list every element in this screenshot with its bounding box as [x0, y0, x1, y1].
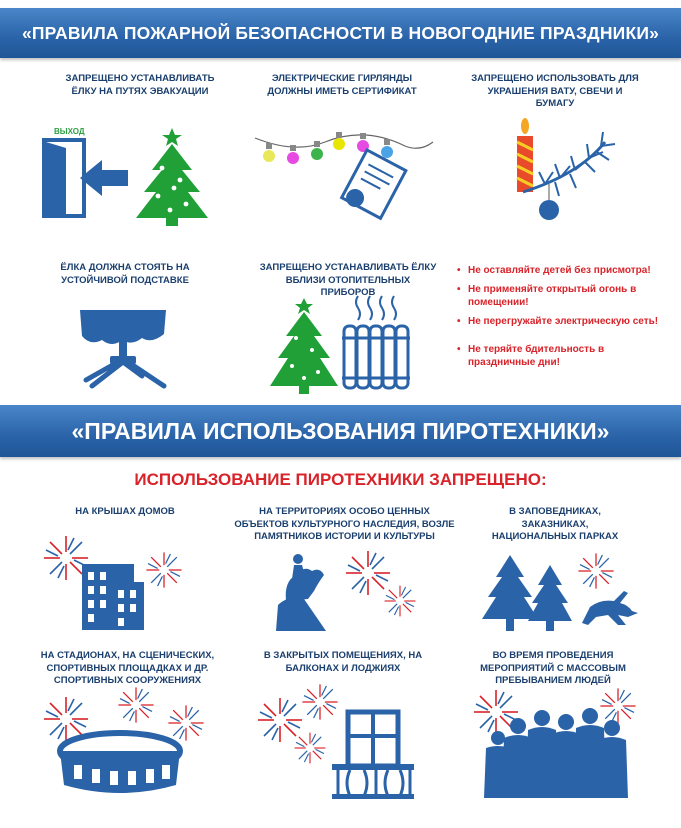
caption-events: ВО ВРЕМЯ ПРОВЕДЕНИЯ МЕРОПРИЯТИЙ С МАССОВЫМ ПРЕБЫВАНИЕМ ЛЮДЕЙ	[480, 650, 626, 686]
stadium-fireworks-icon	[40, 685, 210, 800]
building-fireworks-icon	[40, 520, 200, 635]
tree-radiator-icon	[268, 298, 418, 398]
caption-evac: ЗАПРЕЩЕНО УСТАНАВЛИВАТЬ ЁЛКУ НА ПУТЯХ ЭВАКУАЦИИ	[65, 73, 215, 97]
caption-stand: ЁЛКА ДОЛЖНА СТОЯТЬ НА УСТОЙЧИВОЙ ПОДСТАВКЕ	[60, 262, 190, 286]
bullet-3: • Не перегружайте электрическую сеть!	[457, 316, 659, 327]
caption-roofs: НА КРЫШАХ ДОМОВ	[75, 506, 175, 517]
caption-heritage: НА ТЕРРИТОРИЯХ ОСОБО ЦЕННЫХ ОБЪЕКТОВ КУЛЬТУРНОГО НАСЛЕДИЯ, ВОЗЛЕ ПАМЯТНИКОВ ИСТОРИИ И КУЛЬТУРЫ	[234, 506, 455, 542]
christmas-tree-icon	[132, 128, 212, 228]
caption-indoors: В ЗАКРЫТЫХ ПОМЕЩЕНИЯХ, НА БАЛКОНАХ И ЛОДЖИЯХ	[263, 650, 423, 674]
exit-door-icon	[40, 138, 135, 218]
garland-icon	[255, 118, 435, 228]
caption-reserves: В ЗАПОВЕДНИКАХ, ЗАКАЗНИКАХ, НАЦИОНАЛЬНЫХ ПАРКАХ	[491, 506, 619, 542]
balcony-fireworks-icon	[250, 680, 420, 800]
pyro-subtitle: ИСПОЛЬЗОВАНИЕ ПИРОТЕХНИКИ ЗАПРЕЩЕНО:	[134, 470, 547, 489]
caption-stadiums: НА СТАДИОНАХ, НА СЦЕНИЧЕСКИХ, СПОРТИВНЫХ ПЛОЩАДКАХ И ДР. СПОРТИВНЫХ СООРУЖЕНИЯХ	[40, 650, 215, 686]
caption-garlands: ЭЛЕКТРИЧЕСКИЕ ГИРЛЯНДЫ ДОЛЖНЫ ИМЕТЬ СЕРТИФИКАТ	[267, 73, 417, 97]
bullet-4: • Не теряйте бдительность в праздничные дни!	[457, 344, 605, 368]
crowd-fireworks-icon	[468, 682, 648, 800]
exit-label: ВЫХОД	[54, 127, 85, 136]
bullet-1: • Не оставляйте детей без присмотра!	[457, 265, 651, 276]
bullet-2: • Не применяйте открытый огонь в помещении!	[457, 284, 637, 308]
pyrotechnics-banner: «ПРАВИЛА ИСПОЛЬЗОВАНИЯ ПИРОТЕХНИКИ»	[0, 405, 681, 457]
forest-hare-icon	[478, 545, 648, 640]
monument-fireworks-icon	[268, 545, 428, 635]
fire-safety-banner: «ПРАВИЛА ПОЖАРНОЙ БЕЗОПАСНОСТИ В НОВОГОДНИЕ ПРАЗДНИКИ»	[0, 8, 681, 58]
caption-heaters: ЗАПРЕЩЕНО УСТАНАВЛИВАТЬ ЁЛКУ ВБЛИЗИ ОТОПИТЕЛЬНЫХ ПРИБОРОВ	[259, 262, 437, 298]
tree-stand-icon	[72, 300, 182, 392]
candle-branch-icon	[505, 112, 635, 227]
caption-cotton: ЗАПРЕЩЕНО ИСПОЛЬЗОВАТЬ ДЛЯ УКРАШЕНИЯ ВАТУ, СВЕЧИ И БУМАГУ	[471, 73, 639, 109]
